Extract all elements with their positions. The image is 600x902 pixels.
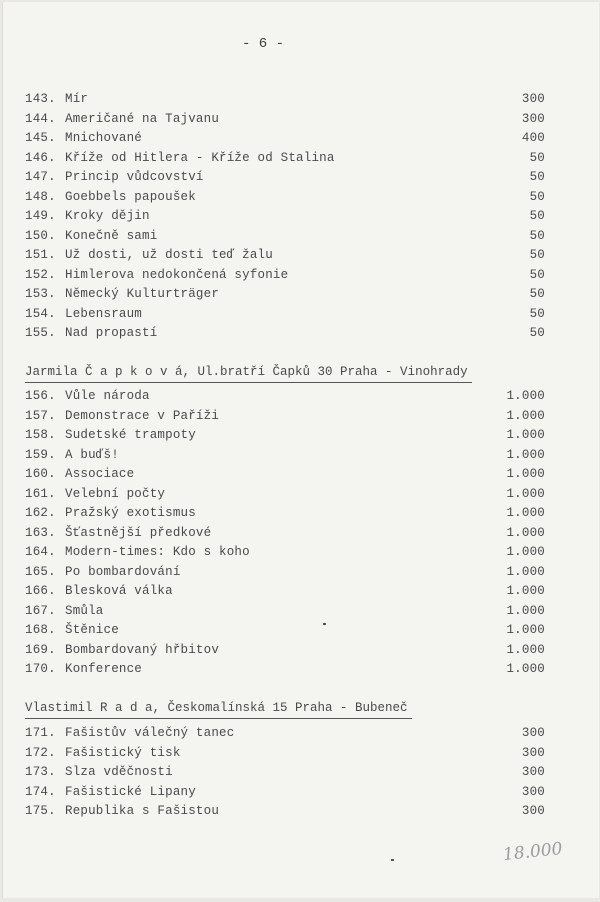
list-item bbox=[25, 744, 545, 764]
item-amount: 50 bbox=[529, 170, 545, 184]
item-title: Velební počty bbox=[65, 486, 166, 501]
handwritten-total: 18.000 bbox=[502, 838, 564, 866]
item-title: Fašistické Lipany bbox=[65, 784, 196, 799]
item-title: A buďš! bbox=[65, 447, 119, 462]
item-number: 147. bbox=[25, 170, 56, 184]
artist-header-capkova bbox=[25, 362, 545, 383]
item-number: 143. bbox=[25, 92, 56, 106]
item-title: Mír bbox=[65, 92, 89, 106]
item-number: 165. bbox=[25, 564, 56, 579]
list-item bbox=[25, 407, 545, 427]
item-amount: 1.000 bbox=[506, 642, 545, 657]
list-item bbox=[25, 582, 545, 602]
item-title: Po bombardování bbox=[65, 564, 181, 579]
list-item bbox=[25, 426, 545, 446]
item-amount: 1.000 bbox=[506, 408, 545, 423]
item-number: 174. bbox=[25, 784, 56, 799]
item-title: Nad propastí bbox=[65, 326, 158, 340]
list-item bbox=[25, 305, 545, 325]
artist-header-rada bbox=[25, 698, 545, 719]
list-item bbox=[25, 387, 545, 407]
item-title: Američané na Tajvanu bbox=[65, 111, 220, 126]
item-title: Sudetské trampoty bbox=[65, 428, 196, 442]
item-title: Štěnice bbox=[65, 623, 119, 637]
list-item bbox=[25, 465, 545, 485]
item-title: Blesková válka bbox=[65, 584, 173, 598]
list-item bbox=[25, 227, 545, 247]
item-title: Už dosti, už dosti teď žalu bbox=[65, 248, 273, 262]
item-amount: 300 bbox=[521, 111, 545, 126]
item-number: 158. bbox=[25, 428, 56, 442]
item-number: 169. bbox=[25, 642, 56, 657]
list-item bbox=[25, 149, 545, 169]
item-amount: 1.000 bbox=[506, 486, 545, 501]
item-number: 148. bbox=[25, 189, 56, 204]
item-title: Konference bbox=[65, 662, 143, 676]
item-number: 167. bbox=[25, 603, 56, 618]
page-number: - 6 - bbox=[241, 36, 284, 52]
list-item bbox=[25, 285, 545, 305]
item-number: 154. bbox=[25, 306, 56, 321]
item-amount: 50 bbox=[529, 189, 545, 204]
item-number: 164. bbox=[25, 545, 56, 559]
item-amount: 50 bbox=[529, 248, 545, 262]
list-item bbox=[25, 110, 545, 130]
item-number: 145. bbox=[25, 131, 56, 145]
list-item bbox=[25, 129, 545, 149]
document-page bbox=[2, 2, 599, 898]
list-item bbox=[25, 602, 545, 622]
list-item bbox=[25, 246, 545, 266]
ink-speck bbox=[323, 623, 326, 625]
item-amount: 1.000 bbox=[506, 545, 545, 559]
item-amount: 1.000 bbox=[506, 603, 545, 618]
item-number: 153. bbox=[25, 287, 56, 301]
list-item bbox=[25, 168, 545, 188]
item-title: Princip vůdcovství bbox=[65, 170, 204, 184]
item-number: 146. bbox=[25, 150, 56, 165]
artwork-list-section-1 bbox=[25, 90, 545, 344]
item-amount: 50 bbox=[529, 209, 545, 223]
item-amount: 1.000 bbox=[506, 623, 545, 637]
artwork-list-section-2 bbox=[25, 387, 545, 680]
item-amount: 1.000 bbox=[506, 428, 545, 442]
item-title: Smůla bbox=[65, 603, 104, 618]
item-title: Lebensraum bbox=[65, 306, 143, 321]
item-number: 155. bbox=[25, 326, 56, 340]
item-amount: 1.000 bbox=[506, 662, 545, 676]
ink-speck bbox=[391, 859, 394, 861]
item-title: Konečně sami bbox=[65, 228, 158, 243]
list-item bbox=[25, 207, 545, 227]
item-title: Mnichované bbox=[65, 131, 143, 145]
item-amount: 50 bbox=[529, 150, 545, 165]
item-amount: 1.000 bbox=[506, 389, 545, 403]
item-title: Bombardovaný hřbitov bbox=[65, 642, 220, 657]
item-title: Pražský exotismus bbox=[65, 506, 196, 520]
item-amount: 50 bbox=[529, 326, 545, 340]
item-amount: 1.000 bbox=[506, 506, 545, 520]
list-item bbox=[25, 485, 545, 505]
item-title: Demonstrace v Paříži bbox=[65, 408, 220, 423]
list-item bbox=[25, 524, 545, 544]
artwork-list-section-3 bbox=[25, 724, 545, 822]
item-amount: 400 bbox=[521, 131, 545, 145]
item-amount: 300 bbox=[521, 804, 545, 818]
item-amount: 1.000 bbox=[506, 564, 545, 579]
item-amount: 50 bbox=[529, 228, 545, 243]
list-item bbox=[25, 621, 545, 641]
item-title: Goebbels papoušek bbox=[65, 189, 196, 204]
list-item bbox=[25, 266, 545, 286]
item-number: 159. bbox=[25, 447, 56, 462]
list-item bbox=[25, 660, 545, 680]
item-amount: 300 bbox=[521, 765, 545, 779]
item-amount: 1.000 bbox=[506, 467, 545, 481]
list-item bbox=[25, 90, 545, 110]
item-title: Šťastnější předkové bbox=[65, 525, 212, 540]
item-amount: 300 bbox=[521, 726, 545, 740]
item-title: Německý Kulturträger bbox=[65, 287, 220, 301]
item-title: Modern-times: Kdo s koho bbox=[65, 545, 250, 559]
item-number: 162. bbox=[25, 506, 56, 520]
item-title: Associace bbox=[65, 467, 135, 481]
item-title: Fašistův válečný tanec bbox=[65, 726, 235, 740]
list-item bbox=[25, 802, 545, 822]
item-title: Kříže od Hitlera - Kříže od Stalina bbox=[65, 150, 335, 165]
item-title: Kroky dějin bbox=[65, 209, 150, 223]
list-item bbox=[25, 504, 545, 524]
item-number: 157. bbox=[25, 408, 56, 423]
item-number: 175. bbox=[25, 804, 56, 818]
item-number: 166. bbox=[25, 584, 56, 598]
item-number: 149. bbox=[25, 209, 56, 223]
item-amount: 50 bbox=[529, 267, 545, 282]
list-item bbox=[25, 763, 545, 783]
list-item bbox=[25, 783, 545, 803]
item-amount: 1.000 bbox=[506, 584, 545, 598]
item-title: Himlerova nedokončená syfonie bbox=[65, 267, 289, 282]
item-amount: 300 bbox=[521, 745, 545, 760]
item-number: 173. bbox=[25, 765, 56, 779]
item-amount: 50 bbox=[529, 306, 545, 321]
item-amount: 50 bbox=[529, 287, 545, 301]
list-item bbox=[25, 724, 545, 744]
item-title: Vůle národa bbox=[65, 389, 150, 403]
list-item bbox=[25, 324, 545, 344]
item-number: 151. bbox=[25, 248, 56, 262]
item-number: 168. bbox=[25, 623, 56, 637]
item-number: 150. bbox=[25, 228, 56, 243]
list-item bbox=[25, 543, 545, 563]
item-number: 152. bbox=[25, 267, 56, 282]
item-number: 160. bbox=[25, 467, 56, 481]
item-amount: 300 bbox=[521, 92, 545, 106]
item-number: 171. bbox=[25, 726, 56, 740]
section-header: Vlastimil R a d a, Českomalínská 15 Praha - Bubeneč bbox=[25, 698, 412, 719]
item-amount: 1.000 bbox=[506, 447, 545, 462]
item-number: 144. bbox=[25, 111, 56, 126]
item-title: Republika s Fašistou bbox=[65, 804, 220, 818]
list-item bbox=[25, 188, 545, 208]
item-amount: 1.000 bbox=[506, 525, 545, 540]
item-number: 170. bbox=[25, 662, 56, 676]
item-number: 172. bbox=[25, 745, 56, 760]
item-number: 156. bbox=[25, 389, 56, 403]
item-title: Fašistický tisk bbox=[65, 745, 181, 760]
list-item bbox=[25, 446, 545, 466]
section-header: Jarmila Č a p k o v á, Ul.bratří Čapků 30 Praha - Vinohrady bbox=[25, 362, 472, 383]
item-number: 163. bbox=[25, 525, 56, 540]
item-number: 161. bbox=[25, 486, 56, 501]
list-item bbox=[25, 641, 545, 661]
list-item bbox=[25, 563, 545, 583]
item-title: Slza vděčnosti bbox=[65, 765, 173, 779]
item-amount: 300 bbox=[521, 784, 545, 799]
